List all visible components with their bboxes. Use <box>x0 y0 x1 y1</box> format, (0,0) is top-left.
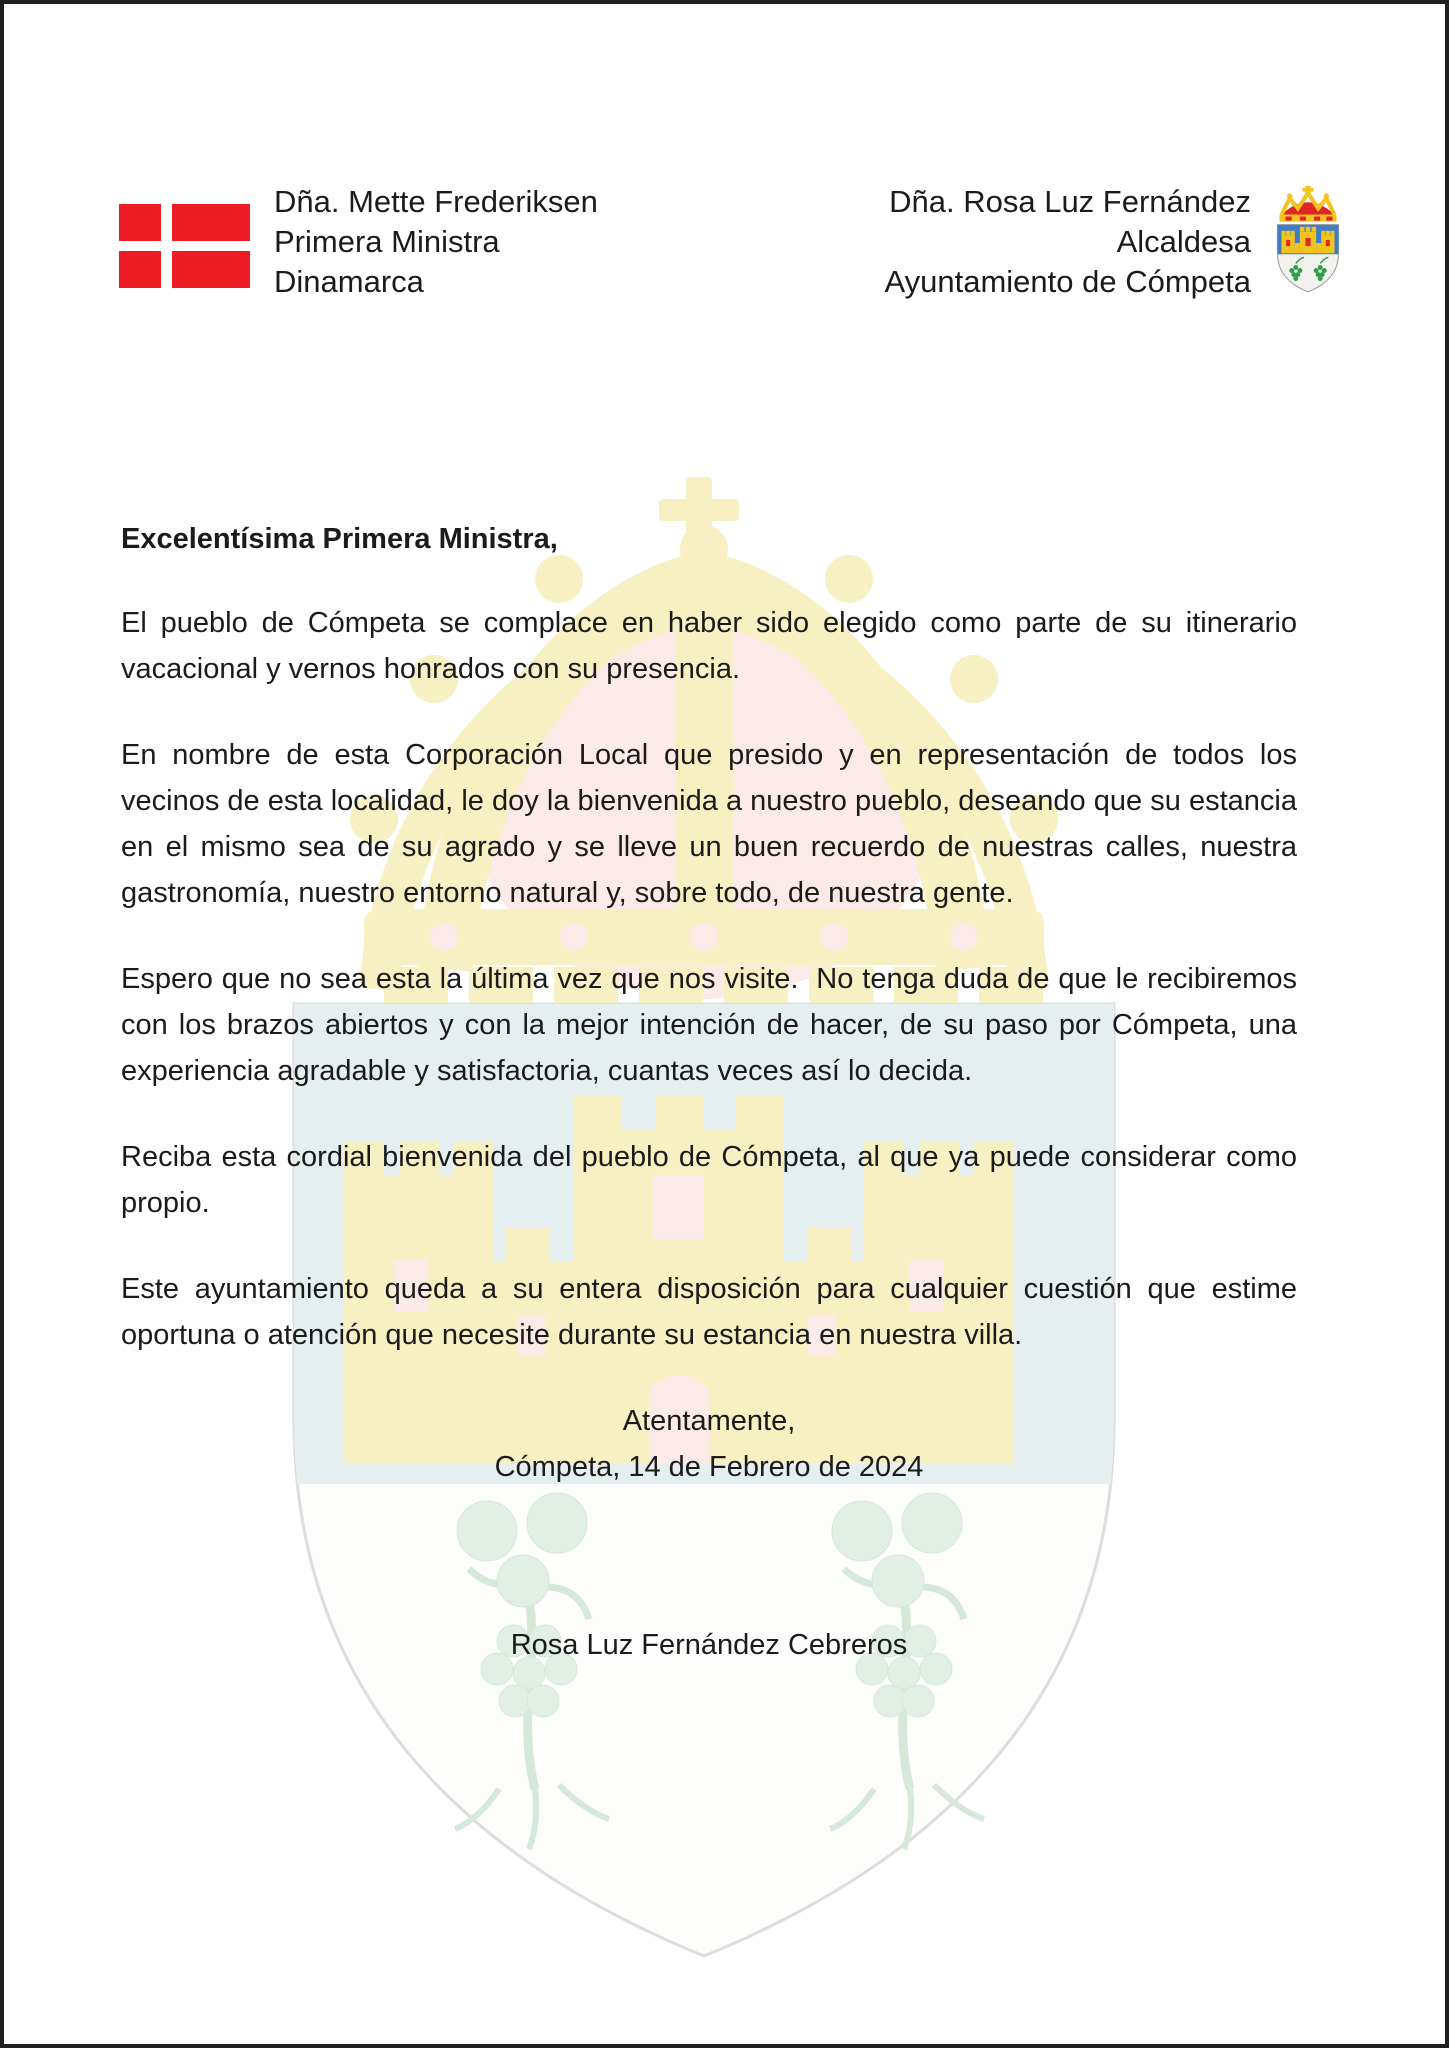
signature-name: Rosa Luz Fernández Cebreros <box>510 1629 908 1661</box>
flag-cross-horizontal <box>119 241 250 251</box>
paragraph: En nombre de esta Corporación Local que presido y en representación de todos los vecinos de esta localidad, le doy la bienvenida a nuestro pueblo, deseando que su estancia en el mismo sea de su agrado y se lleve un buen recuerdo de nuestras calles, nuestra gastronomía, nuestro entorno natural y, sobre todo, de nuestra gente. <box>121 739 1297 909</box>
sender-name: Dña. Rosa Luz Fernández <box>889 184 1251 219</box>
competa-crest-icon <box>1261 186 1355 298</box>
sender-block <box>885 182 1356 302</box>
sender-organization: Ayuntamiento de Cómpeta <box>884 264 1251 299</box>
denmark-flag-icon <box>119 204 250 288</box>
recipient-title: Primera Ministra <box>274 224 500 259</box>
paragraph: Reciba esta cordial bienvenida del pueblo de Cómpeta, al que ya puede considerar como propio. <box>121 1141 1297 1219</box>
paragraph: El pueblo de Cómpeta se complace en haber sido elegido como parte de su itinerario vacacional y vernos honrados con su presencia. <box>121 607 1297 685</box>
closing: Atentamente, <box>622 1405 796 1437</box>
paragraph: Este ayuntamiento queda a su entera disposición para cualquier cuestión que estime oportuna o atención que necesite durante su estancia en nuestra villa. <box>121 1273 1297 1351</box>
recipient-country: Dinamarca <box>274 264 424 299</box>
recipient-block <box>274 182 598 302</box>
recipient-name: Dña. Mette Frederiksen <box>274 184 598 219</box>
sender-title: Alcaldesa <box>1116 224 1251 259</box>
salutation: Excelentísima Primera Ministra, <box>121 523 558 555</box>
place-date: Cómpeta, 14 de Febrero de 2024 <box>494 1451 924 1483</box>
paragraph: Espero que no sea esta la última vez que nos visite. No tenga duda de que le recibiremos con los brazos abiertos y con la mejor intención de hacer, de su paso por Cómpeta, una experiencia agradable y satisfactoria, cuantas veces así lo decida. <box>121 963 1297 1087</box>
letter-body <box>121 516 1297 1668</box>
